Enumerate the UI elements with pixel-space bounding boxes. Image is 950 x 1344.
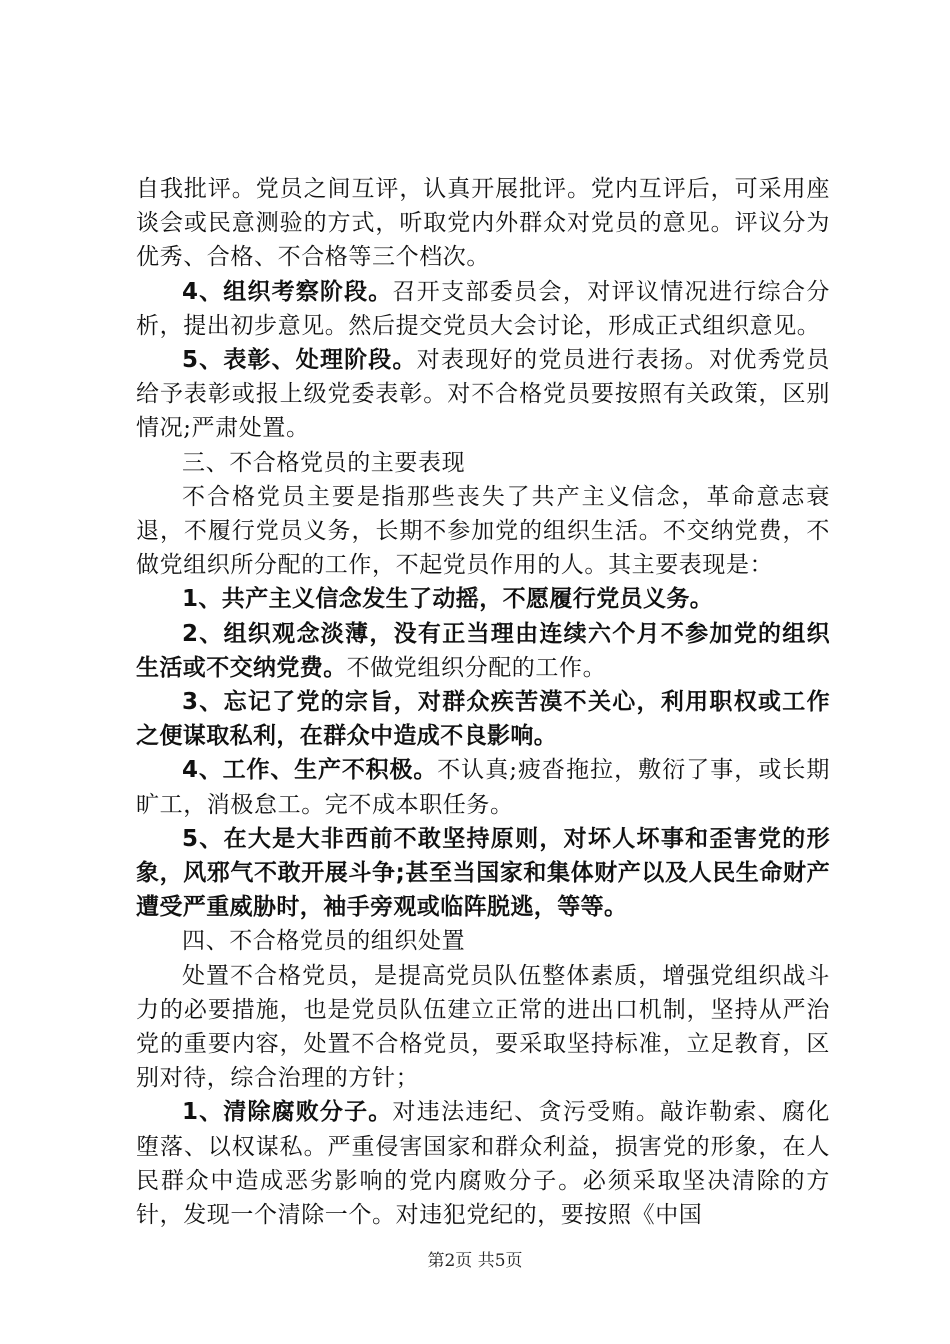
paragraph [136, 582, 830, 616]
paragraph [136, 959, 830, 1096]
section-heading: 四、不合格党员的组织处置 [182, 928, 466, 955]
paragraph-lead: 4、工作、生产不积极。 [182, 757, 438, 784]
paragraph [136, 172, 830, 275]
paragraph [136, 617, 830, 685]
paragraph-lead: 1、清除腐败分子。 [182, 1099, 393, 1126]
paragraph-text: 不做党组织分配的工作。 [346, 654, 607, 681]
paragraph-text: 对表现好的党员进行表扬。对优秀党员给予表彰或报上级党委表彰。对不合格党员要按照有关政策，区别情况;严肃处置。 [136, 347, 830, 442]
paragraph-text: 不合格党员主要是指那些丧失了共产主义信念，革命意志衰退，不履行党员义务，长期不参加党的组织生活。不交纳党费，不做党组织所分配的工作，不起党员作用的人。其主要表现是： [136, 483, 830, 579]
paragraph [136, 685, 830, 753]
paragraph-text: 召开支部委员会，对评议情况进行综合分析，提出初步意见。然后提交党员大会讨论，形成正式组织意见。 [136, 278, 830, 339]
paragraph [136, 753, 830, 821]
paragraph [136, 822, 830, 925]
paragraph-lead: 5、表彰、处理阶段。 [182, 347, 417, 374]
paragraph [136, 275, 830, 343]
paragraph-lead: 5、在大是大非西前不敢坚持原则，对坏人坏事和歪害党的形象，风邪气不敢开展斗争;甚至当国家和集体财产以及人民生命财产遭受严重威胁时，袖手旁观或临阵脱逃，等等。 [136, 825, 830, 921]
section-heading: 三、不合格党员的主要表现 [182, 449, 466, 476]
paragraph-text: 自我批评。党员之间互评，认真开展批评。党内互评后，可采用座谈会或民意测验的方式，听取党内外群众对党员的意见。评议分为优秀、合格、不合格等三个档次。 [136, 176, 830, 271]
paragraph [136, 480, 830, 583]
paragraph-text: 处置不合格党员，是提高党员队伍整体素质，增强党组织战斗力的必要措施，也是党员队伍建立正常的进出口机制，坚持从严治党的重要内容，处置不合格党员，要采取坚持标准，立足教育，区别对待，综合治理的方针； [136, 962, 830, 1092]
paragraph-lead: 3、忘记了党的宗旨，对群众疾苦漠不关心，利用职权或工作之便谋取私利，在群众中造成不良影响。 [136, 689, 830, 750]
paragraph [136, 343, 830, 446]
paragraph [136, 1095, 830, 1232]
paragraph-lead: 4、组织考察阶段。 [182, 278, 393, 305]
paragraph-text: 对违法违纪、贪污受贿。敲诈勒索、腐化堕落、以权谋私。严重侵害国家和群众利益，损害党的形象，在人民群众中造成恶劣影响的党内腐败分子。必须采取坚决清除的方针，发现一个清除一个。对违犯党纪的，要按照《中国 [136, 1099, 830, 1229]
page-footer: 第2页 共5页 [427, 1251, 523, 1271]
paragraph-lead: 1、共产主义信念发生了动摇，不愿履行党员义务。 [182, 586, 714, 613]
paragraph-text: 不认真;疲沓拖拉，敷衍了事，或长期旷工，消极怠工。完不成本职任务。 [136, 757, 831, 818]
document-body [136, 172, 830, 1232]
paragraph-lead: 2、组织观念淡薄，没有正当理由连续六个月不参加党的组织生活或不交纳党费。 [136, 620, 830, 681]
